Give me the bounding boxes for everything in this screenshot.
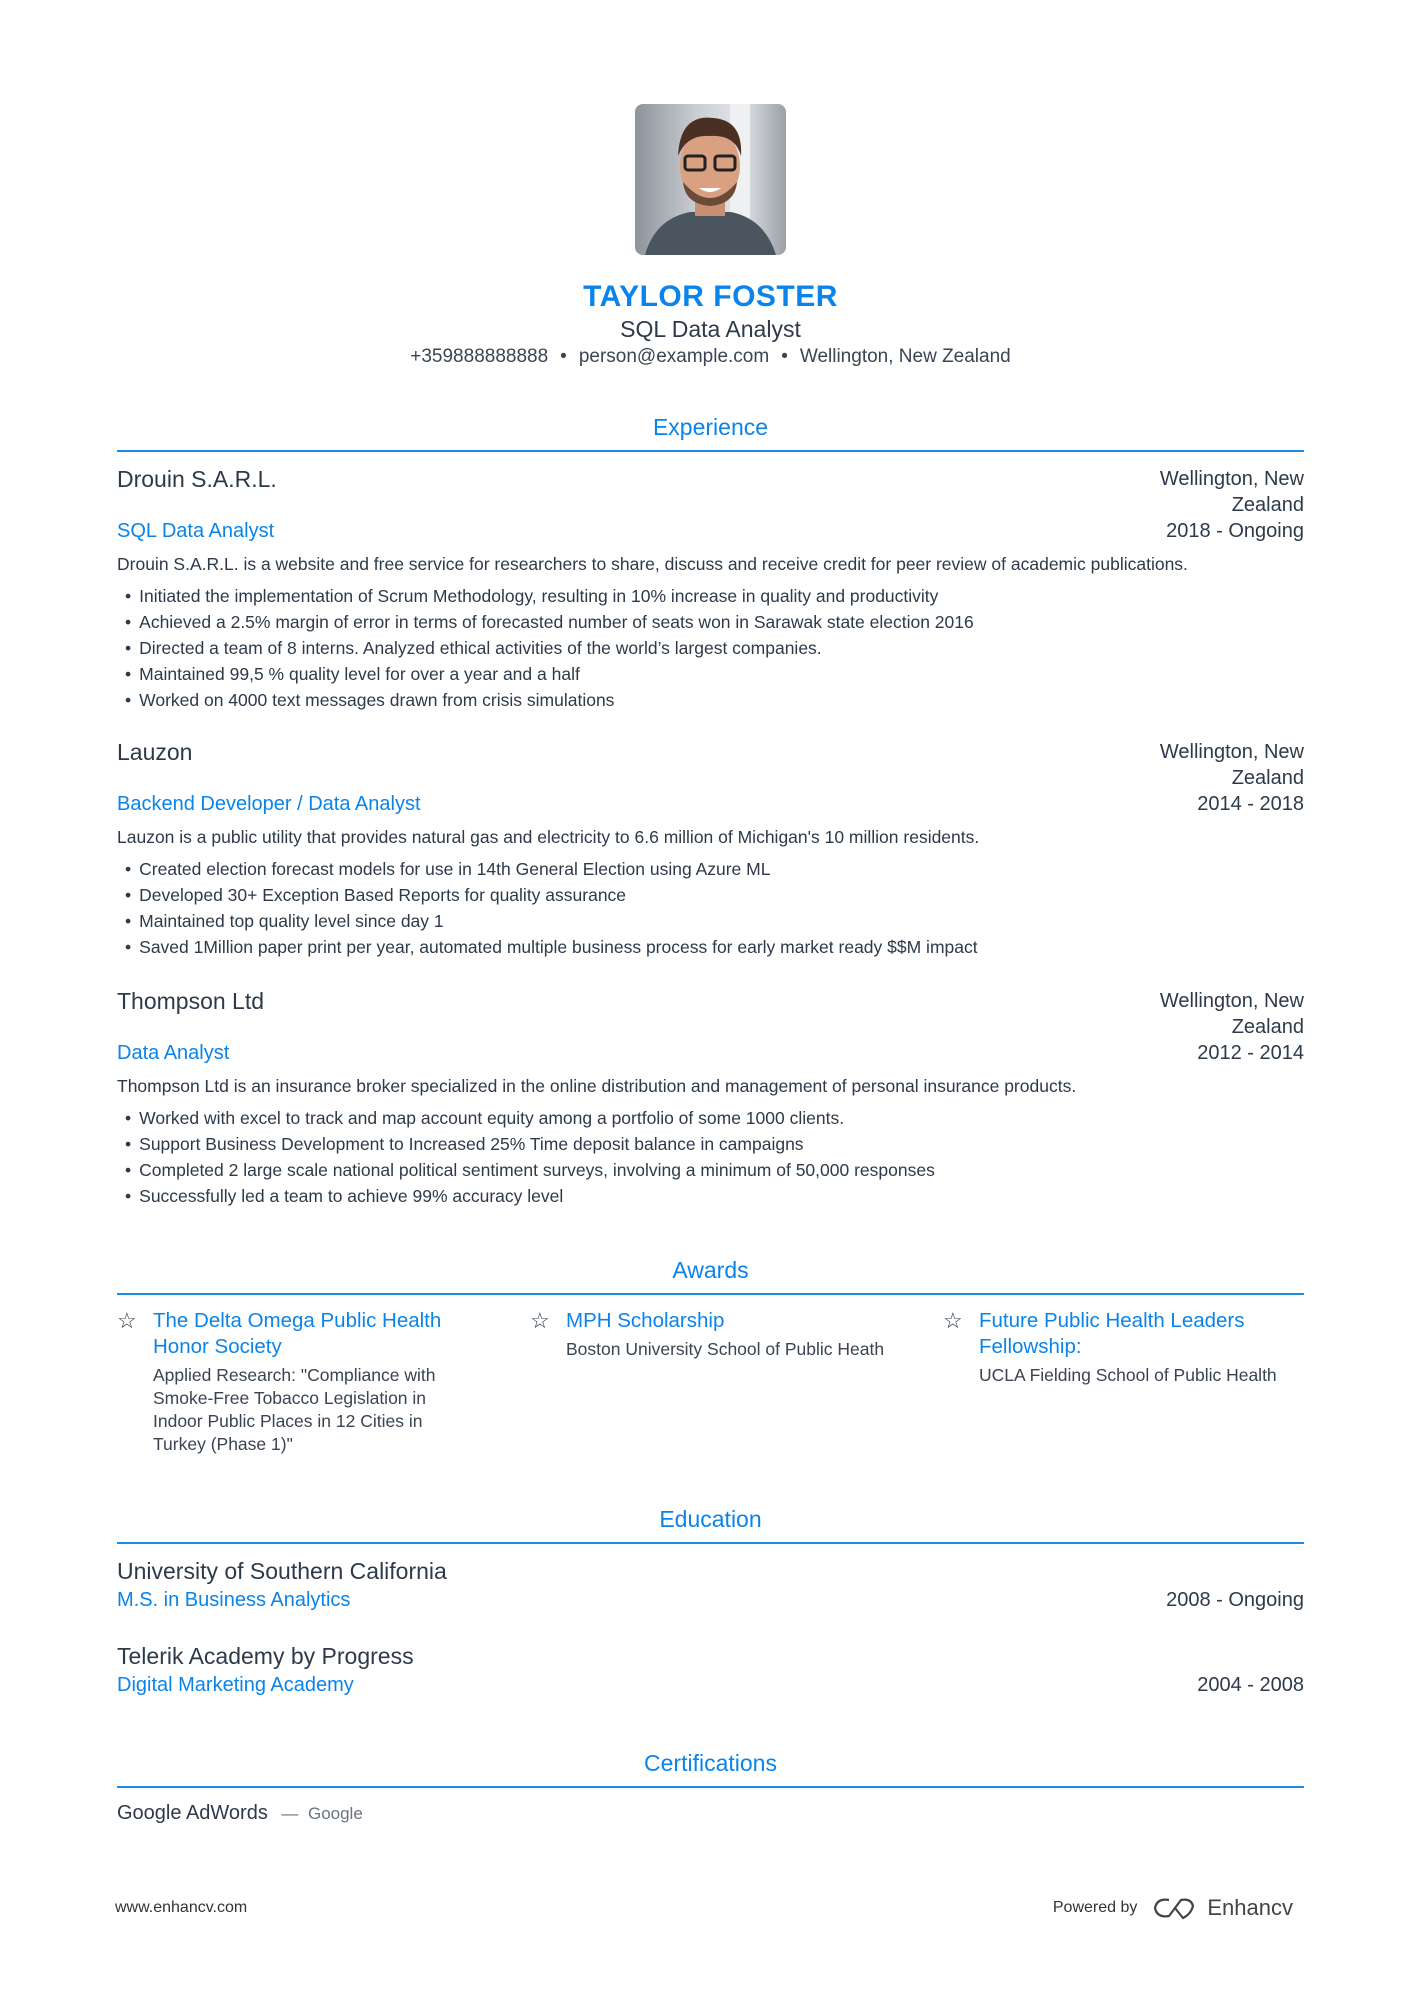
education-dates: 2008 - Ongoing <box>1166 1589 1304 1611</box>
job-description: Thompson Ltd is an insurance broker specialized in the online distribution and management of personal insurance products. <box>117 1076 1077 1096</box>
education-dates: 2004 - 2008 <box>1197 1674 1304 1696</box>
certification-name: Google AdWords <box>117 1802 268 1824</box>
section-heading-awards: Awards <box>672 1257 749 1283</box>
divider <box>117 450 1304 452</box>
candidate-name: TAYLOR FOSTER <box>583 280 838 313</box>
award-description: UCLA Fielding School of Public Health <box>979 1365 1277 1385</box>
award-item <box>530 1308 890 1361</box>
divider <box>117 1542 1304 1544</box>
divider <box>117 1293 1304 1295</box>
star-icon: ☆ <box>943 1308 963 1333</box>
job-description: Lauzon is a public utility that provides natural gas and electricity to 6.6 million of Michigan's 10 million residents. <box>117 827 980 847</box>
phone: +359888888888 <box>410 346 549 367</box>
job-dates: 2012 - 2014 <box>1197 1042 1304 1064</box>
job-description: Drouin S.A.R.L. is a website and free service for researchers to share, discuss and receive credit for peer review of academic publications. <box>117 554 1188 574</box>
degree: Digital Marketing Academy <box>117 1674 354 1696</box>
job-dates: 2018 - Ongoing <box>1166 520 1304 542</box>
job-role: SQL Data Analyst <box>117 520 275 542</box>
bullet: • Created election forecast models for use in 14th General Election using Azure ML <box>125 856 978 882</box>
bullet-list <box>125 856 978 960</box>
contact-line <box>117 346 1304 368</box>
website-link[interactable]: www.enhancv.com <box>115 1899 248 1916</box>
bullet: • Initiated the implementation of Scrum Methodology, resulting in 10% increase in quality and productivity <box>125 583 974 609</box>
section-heading-certifications: Certifications <box>644 1750 777 1776</box>
powered-by <box>1053 1895 1293 1921</box>
experience-entry <box>117 988 1304 1206</box>
bullet: • Saved 1Million paper print per year, automated multiple business process for early market ready $$M impact <box>125 934 978 960</box>
award-title: MPH Scholarship <box>566 1309 725 1332</box>
experience-entry <box>117 739 1304 957</box>
certification-item <box>117 1802 363 1825</box>
education-entry <box>117 1558 1304 1612</box>
star-icon: ☆ <box>530 1308 550 1333</box>
enhancv-logo-icon <box>1151 1896 1197 1920</box>
award-item <box>943 1308 1303 1387</box>
award-description: Boston University School of Public Heath <box>566 1339 885 1359</box>
job-location: Wellington, New Zealand <box>1159 468 1304 516</box>
job-location: Wellington, New Zealand <box>1159 990 1304 1038</box>
bullet-list <box>125 583 974 713</box>
section-heading-experience: Experience <box>652 414 769 440</box>
bullet: • Maintained 99,5 % quality level for over a year and a half <box>125 661 974 687</box>
powered-by-label: Powered by <box>1052 1899 1138 1916</box>
star-icon: ☆ <box>117 1308 137 1333</box>
award-title: The Delta Omega Public Health Honor Society <box>153 1309 442 1358</box>
email: person@example.com <box>578 346 770 367</box>
bullet: • Successfully led a team to achieve 99% accuracy level <box>125 1183 935 1209</box>
bullet: • Directed a team of 8 interns. Analyzed ethical activities of the world’s largest companies. <box>125 635 974 661</box>
award-title: Future Public Health Leaders Fellowship: <box>979 1309 1245 1358</box>
experience-entry <box>117 466 1304 710</box>
school-name: University of Southern California <box>117 1558 447 1584</box>
separator: • <box>781 346 788 367</box>
school-name: Telerik Academy by Progress <box>117 1643 414 1669</box>
candidate-title: SQL Data Analyst <box>620 316 801 342</box>
brand-name: Enhancv <box>1207 1895 1293 1920</box>
bullet: • Developed 30+ Exception Based Reports for quality assurance <box>125 882 978 908</box>
education-entry <box>117 1643 1304 1697</box>
certification-issuer: Google <box>307 1804 363 1823</box>
job-location: Wellington, New Zealand <box>1159 741 1304 789</box>
bullet: • Maintained top quality level since day 1 <box>125 908 978 934</box>
location: Wellington, New Zealand <box>799 346 1011 367</box>
bullet: • Support Business Development to Increased 25% Time deposit balance in campaigns <box>125 1131 935 1157</box>
company: Thompson Ltd <box>117 988 265 1014</box>
award-description: Applied Research: "Compliance with Smoke-Free Tobacco Legislation in Indoor Public Places in 12 Cities in Turkey (Phase 1)" <box>153 1365 436 1454</box>
bullet: • Worked on 4000 text messages drawn from crisis simulations <box>125 687 974 713</box>
job-dates: 2014 - 2018 <box>1197 793 1304 815</box>
dash: — <box>281 1804 299 1823</box>
bullet: • Completed 2 large scale national political sentiment surveys, involving a minimum of 50,000 responses <box>125 1157 935 1183</box>
award-item <box>117 1308 477 1456</box>
divider <box>117 1786 1304 1788</box>
job-role: Backend Developer / Data Analyst <box>117 793 421 815</box>
bullet: • Achieved a 2.5% margin of error in terms of forecasted number of seats won in Sarawak state election 2016 <box>125 609 974 635</box>
degree: M.S. in Business Analytics <box>117 1589 351 1611</box>
enhancv-logo[interactable] <box>1151 1895 1293 1921</box>
bullet: • Worked with excel to track and map account equity among a portfolio of some 1000 clients. <box>125 1105 935 1131</box>
profile-photo <box>635 104 786 255</box>
company: Lauzon <box>117 739 193 765</box>
bullet-list <box>125 1105 935 1209</box>
company: Drouin S.A.R.L. <box>117 466 277 492</box>
separator: • <box>560 346 567 367</box>
section-heading-education: Education <box>659 1506 762 1532</box>
job-role: Data Analyst <box>117 1042 230 1064</box>
